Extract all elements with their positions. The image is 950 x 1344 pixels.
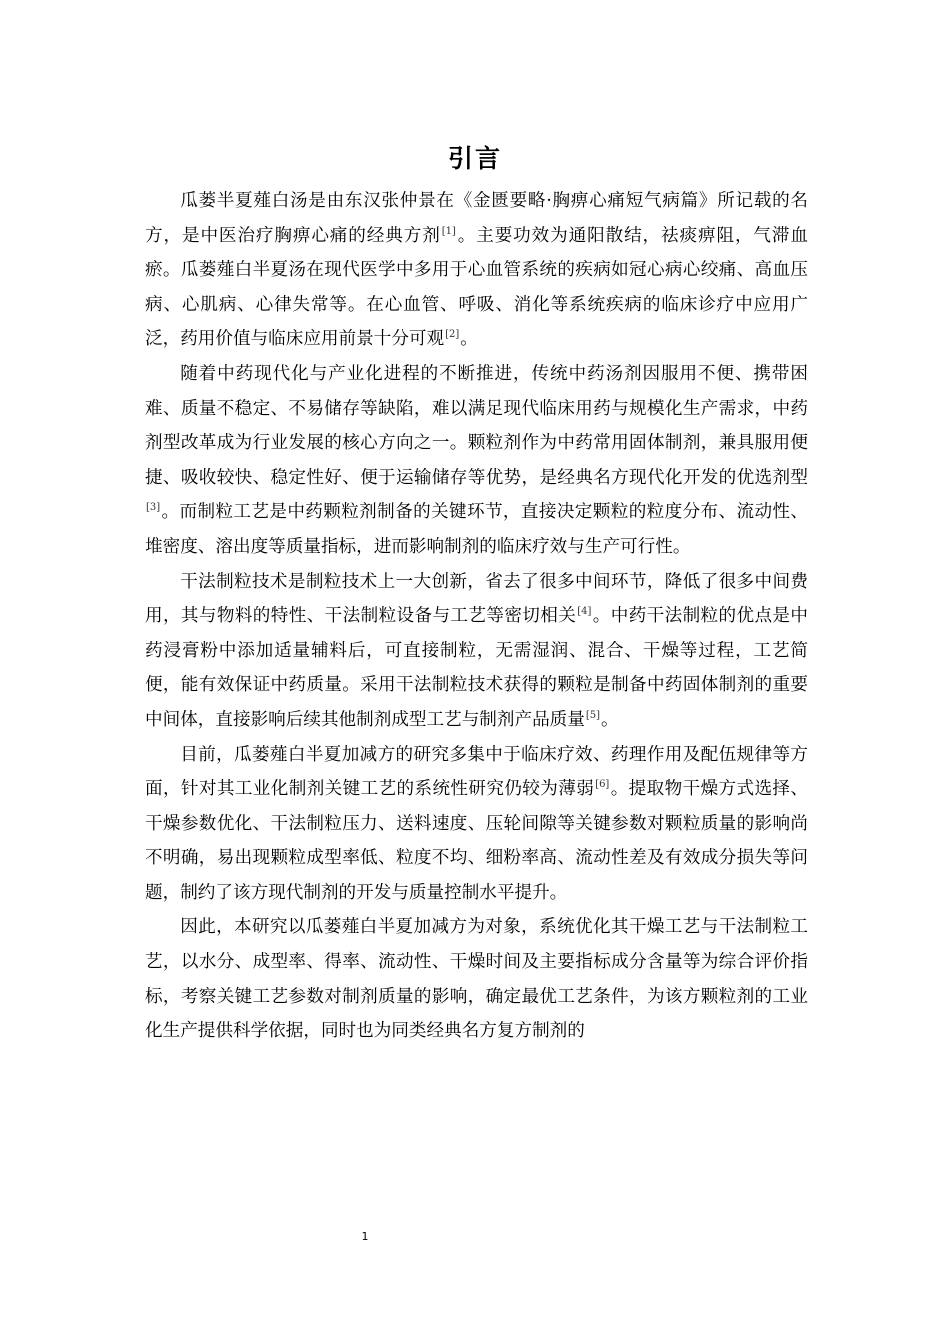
citation-ref: [2] xyxy=(445,329,460,341)
paragraph xyxy=(145,910,808,1048)
paragraph-text: 干法制粒技术是制粒技术上一大创新，省去了很多中间环节，降低了很多中间费用，其与物料的特性、干法制粒设备与工艺等密切相关 xyxy=(145,571,808,627)
paragraph-text: 。主要功效为通阳散结，祛痰痹阻，气滞血瘀。瓜蒌薤白半夏汤在现代医学中多用于心血管系统的疾病如冠心病心绞痛、高血压病、心肌病、心律失常等。在心血管、呼吸、消化等系统疾病的临床诊疗中应用广泛，药用价值与临床应用前景十分可观 xyxy=(145,225,808,350)
citation-ref: [4] xyxy=(577,606,592,618)
paragraph-text: 随着中药现代化与产业化进程的不断推进，传统中药汤剂因服用不便、携带困难、质量不稳定、不易储存等缺陷，难以满足现代临床用药与规模化生产需求，中药剂型改革成为行业发展的核心方向之一。颗粒剂作为中药常用固体制剂，兼具服用便捷、吸收较快、稳定性好、便于运输储存等优势，是经典名方现代化开发的优选剂型 xyxy=(145,363,808,488)
paragraph-text: 。 xyxy=(460,329,478,350)
citation-ref: [1] xyxy=(441,225,456,237)
paragraph-text: 。中药干法制粒的优点是中药浸膏粉中添加适量辅料后，可直接制粒，无需湿润、混合、干燥等过程，工艺简便，能有效保证中药质量。采用干法制粒技术获得的颗粒是制备中药固体制剂的重要中间体，直接影响后续其他制剂成型工艺与制剂产品质量 xyxy=(145,606,808,730)
paragraph-text: 。而制粒工艺是中药颗粒剂制备的关键环节，直接决定颗粒的粒度分布、流动性、堆密度、溶出度等质量指标，进而影响制剂的临床疗效与生产可行性。 xyxy=(145,502,808,557)
paragraph-text: 。提取物干燥方式选择、干燥参数优化、干法制粒压力、送料速度、压轮间隙等关键参数对颗粒质量的影响尚不明确，易出现颗粒成型率低、粒度不均、细粉率高、流动性差及有效成分损失等问题，制约了该方现代制剂的开发与质量控制水平提升。 xyxy=(145,779,808,903)
paragraph-text: 目前，瓜蒌薤白半夏加减方的研究多集中于临床疗效、药理作用及配伍规律等方面，针对其工业化制剂关键工艺的系统性研究仍较为薄弱 xyxy=(145,744,808,800)
paragraph-text: 因此，本研究以瓜蒌薤白半夏加减方为对象，系统优化其干燥工艺与干法制粒工艺，以水分、成型率、得率、流动性、干燥时间及主要指标成分含量等为综合评价指标，考察关键工艺参数对制剂质量的影响，确定最优工艺条件，为该方颗粒剂的工业化生产提供科学依据，同时也为同类经典名方复方制剂的 xyxy=(145,917,808,1042)
page-title: 引言 xyxy=(447,143,502,173)
paragraph-text: 。 xyxy=(601,709,619,730)
citation-ref: [6] xyxy=(595,779,610,791)
body-text xyxy=(145,184,808,1049)
page-number: 1 xyxy=(361,1230,369,1243)
paragraph xyxy=(145,184,808,357)
citation-ref: [3] xyxy=(146,502,161,514)
paragraph xyxy=(145,565,808,738)
paragraph xyxy=(145,357,808,565)
paragraph-text: 瓜蒌半夏薤白汤是由东汉张仲景在《金匮要略·胸痹心痛短气病篇》所记载的名方，是中医治疗胸痹心痛的经典方剂 xyxy=(145,191,808,246)
paragraph xyxy=(145,738,808,911)
citation-ref: [5] xyxy=(585,709,601,721)
